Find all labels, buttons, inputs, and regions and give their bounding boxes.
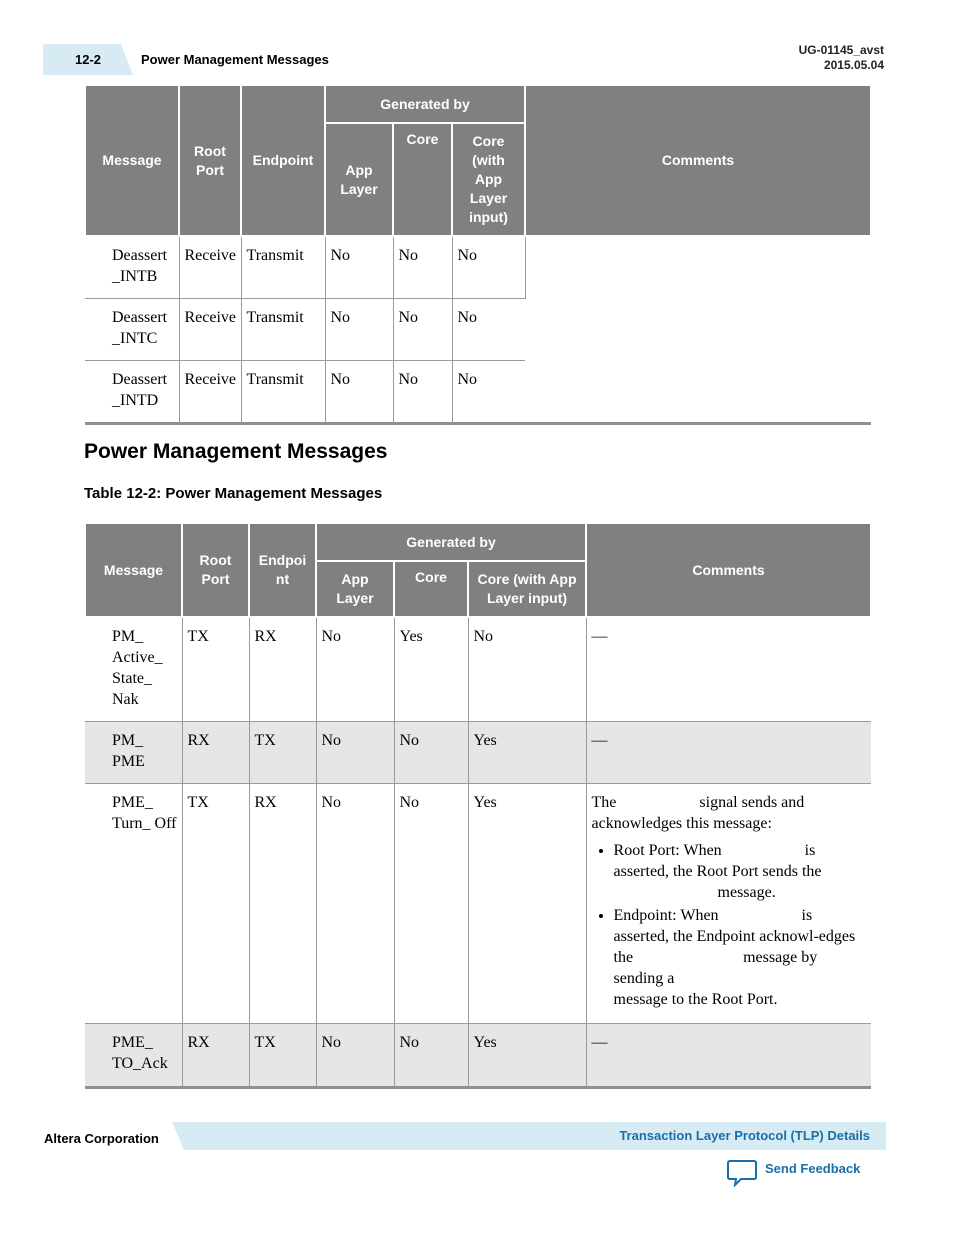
cell-root-port: RX xyxy=(182,721,249,783)
bullet2-part-d: message to the Root Port. xyxy=(613,990,778,1008)
col-header-core-app: Core (with App Layer input) xyxy=(452,123,525,236)
bullet1-part-b: is asserted, the Root Port sends the xyxy=(613,841,822,880)
table-row xyxy=(85,617,871,721)
col-header-endpoint: Endpoint xyxy=(241,85,325,236)
bullet2-part-a: Endpoint: When xyxy=(613,906,719,924)
cell-core: No xyxy=(393,298,452,360)
send-feedback-link[interactable]: Send Feedback xyxy=(765,1161,861,1176)
cell-root-port: TX xyxy=(182,783,249,1023)
cell-core-app: No xyxy=(452,360,525,423)
cell-app-layer: No xyxy=(325,298,393,360)
col-header-root-port: Root Port xyxy=(182,523,249,617)
chapter-link[interactable]: Transaction Layer Protocol (TLP) Details xyxy=(619,1128,870,1143)
bullet2-part-c: message by sending a xyxy=(613,948,818,987)
interrupt-messages-table-continued xyxy=(84,84,872,427)
col-header-generated-by: Generated by xyxy=(325,85,525,123)
running-section-title: Power Management Messages xyxy=(141,52,329,67)
cell-endpoint: Transmit xyxy=(241,360,325,423)
table-bottom-rule xyxy=(85,423,871,427)
col-header-root-port: Root Port xyxy=(179,85,241,236)
cell-core: No xyxy=(393,236,452,298)
bullet1-part-a: Root Port: When xyxy=(613,841,722,859)
cell-app-layer: No xyxy=(316,783,394,1023)
cell-core-app: No xyxy=(452,298,525,360)
cell-app-layer: No xyxy=(325,360,393,423)
table-row xyxy=(85,1023,871,1087)
bullet2-part-b: is asserted, the Endpoint acknowl-edges the xyxy=(613,906,856,966)
cell-app-layer: No xyxy=(316,617,394,721)
cell-message: Deassert _INTD xyxy=(85,360,179,423)
comment-bullet-list xyxy=(592,840,867,1010)
cell-endpoint: RX xyxy=(249,783,316,1023)
cell-message: PM_ PME xyxy=(85,721,182,783)
cell-comments xyxy=(586,783,871,1023)
cell-comments: — xyxy=(586,617,871,721)
bullet1-part-c: message. xyxy=(717,883,776,901)
cell-root-port: Receive xyxy=(179,298,241,360)
cell-core: Yes xyxy=(394,617,468,721)
col-header-endpoint: Endpoi nt xyxy=(249,523,316,617)
col-header-core: Core xyxy=(393,123,452,236)
comment-intro-b: signal sends and acknowledges this message: xyxy=(591,793,805,832)
section-heading: Power Management Messages xyxy=(84,440,388,463)
cell-core-app: Yes xyxy=(468,1023,586,1087)
cell-core-app: Yes xyxy=(468,721,586,783)
cell-comments xyxy=(525,236,871,423)
list-item xyxy=(614,905,867,1010)
table-row xyxy=(85,236,871,298)
cell-app-layer: No xyxy=(316,1023,394,1087)
cell-app-layer: No xyxy=(316,721,394,783)
cell-core: No xyxy=(394,1023,468,1087)
col-header-message: Message xyxy=(85,523,182,617)
doc-info xyxy=(799,43,884,73)
cell-core-app: No xyxy=(468,617,586,721)
speech-bubble-icon[interactable] xyxy=(727,1159,757,1187)
table-row xyxy=(85,783,871,1023)
cell-root-port: RX xyxy=(182,1023,249,1087)
col-header-app-layer: App Layer xyxy=(316,561,394,617)
cell-comments: — xyxy=(586,1023,871,1087)
power-management-messages-table xyxy=(84,522,872,1089)
cell-comments: — xyxy=(586,721,871,783)
col-header-comments: Comments xyxy=(525,85,871,236)
col-header-generated-by: Generated by xyxy=(316,523,586,561)
cell-root-port: Receive xyxy=(179,360,241,423)
cell-message: Deassert _INTC xyxy=(85,298,179,360)
comment-intro-a: The xyxy=(591,793,617,811)
page-number: 12-2 xyxy=(75,52,102,67)
col-header-core: Core xyxy=(394,561,468,617)
col-header-core-app: Core (with App Layer input) xyxy=(468,561,586,617)
cell-message: PME_ TO_Ack xyxy=(85,1023,182,1087)
doc-date: 2015.05.04 xyxy=(823,58,884,72)
cell-message: PME_ Turn_ Off xyxy=(85,783,182,1023)
col-header-message: Message xyxy=(85,85,179,236)
table-row xyxy=(85,721,871,783)
company-name: Altera Corporation xyxy=(44,1131,159,1146)
cell-core-app: Yes xyxy=(468,783,586,1023)
cell-endpoint: Transmit xyxy=(241,236,325,298)
cell-endpoint: Transmit xyxy=(241,298,325,360)
cell-core: No xyxy=(394,783,468,1023)
cell-message: PM_ Active_ State_ Nak xyxy=(85,617,182,721)
doc-id: UG-01145_avst xyxy=(798,43,884,57)
cell-core: No xyxy=(394,721,468,783)
cell-core-app: No xyxy=(452,236,525,298)
cell-root-port: TX xyxy=(182,617,249,721)
cell-endpoint: TX xyxy=(249,721,316,783)
cell-core: No xyxy=(393,360,452,423)
table-caption: Table 12-2: Power Management Messages xyxy=(84,485,383,502)
list-item xyxy=(614,840,867,903)
col-header-app-layer: App Layer xyxy=(325,123,393,236)
col-header-comments: Comments xyxy=(586,523,871,617)
cell-app-layer: No xyxy=(325,236,393,298)
cell-root-port: Receive xyxy=(179,236,241,298)
cell-endpoint: RX xyxy=(249,617,316,721)
cell-message: Deassert _INTB xyxy=(85,236,179,298)
cell-endpoint: TX xyxy=(249,1023,316,1087)
